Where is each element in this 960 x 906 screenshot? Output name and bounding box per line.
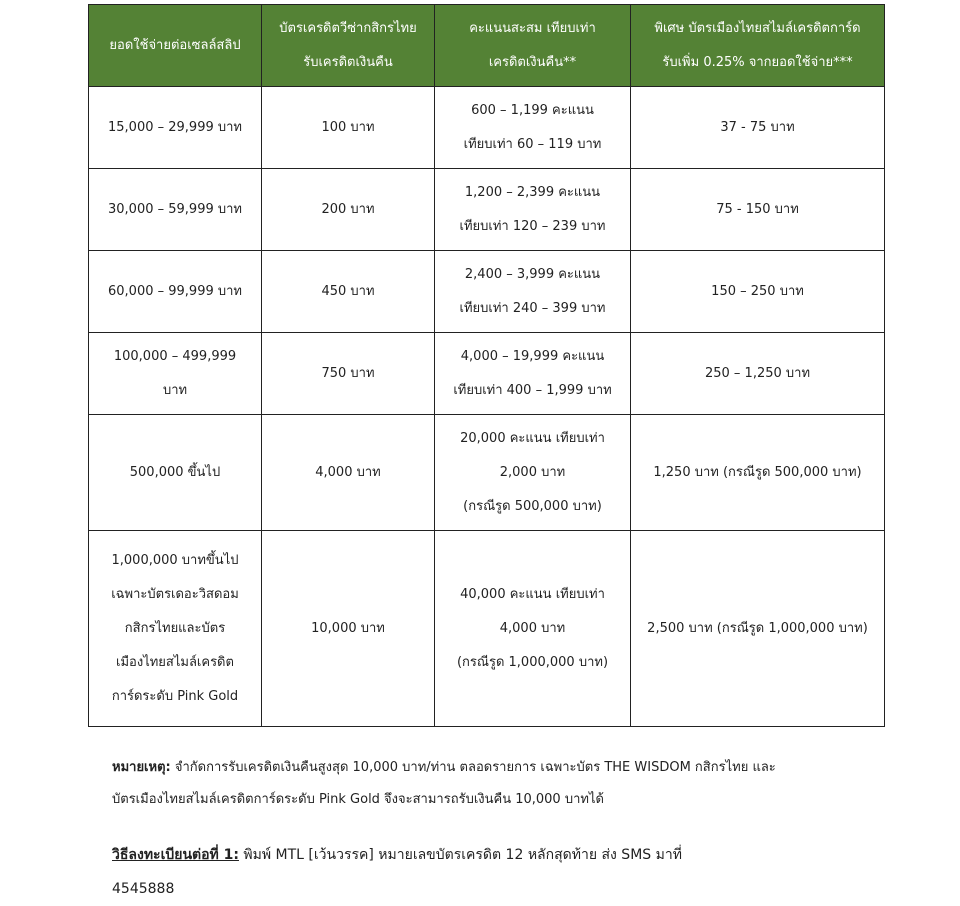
cell-line: 150 – 250 บาท: [711, 283, 804, 299]
cashback-cell: [262, 415, 435, 531]
bonus-cell: [631, 251, 885, 333]
cell-line: (กรณีรูด 500,000 บาท): [463, 498, 602, 514]
cell-line: 100 บาท: [321, 119, 375, 135]
cell-line: เทียบเท่า 240 – 399 บาท: [459, 300, 606, 316]
cashback-cell: [262, 531, 435, 727]
cell-line: 2,000 บาท: [499, 464, 566, 480]
table-row: [89, 333, 885, 415]
cashback-cell: [262, 169, 435, 251]
cell-line: 1,250 บาท (กรณีรูด 500,000 บาท): [653, 464, 862, 480]
cell-line: 1,000,000 บาทขึ้นไป: [111, 552, 239, 568]
registration-label: วิธีลงทะเบียนต่อที่ 1:: [112, 847, 239, 863]
table-row: [89, 251, 885, 333]
footnote-line-2: บัตรเมืองไทยสไมล์เครดิตการ์ดระดับ Pink Gold จึงจะสามารถรับเงินคืน 10,000 บาทได้: [112, 792, 604, 807]
cashback-table: [88, 4, 885, 727]
cell-line: 40,000 คะแนน เทียบเท่า: [460, 586, 605, 602]
cell-line: เฉพาะบัตรเดอะวิสดอม: [111, 586, 239, 602]
cell-line: รับเพิ่ม 0.25% จากยอดใช้จ่าย***: [662, 54, 853, 70]
cell-line: 600 – 1,199 คะแนน: [471, 102, 594, 118]
cashback-cell: [262, 333, 435, 415]
table-row: [89, 87, 885, 169]
points-cell: [435, 87, 631, 169]
table-row: [89, 531, 885, 727]
cell-line: คะแนนสะสม เทียบเท่า: [469, 20, 596, 36]
spend-cell: [89, 531, 262, 727]
cell-line: เทียบเท่า 60 – 119 บาท: [463, 136, 602, 152]
points-cell: [435, 531, 631, 727]
footnote-line-1: จำกัดการรับเครดิตเงินคืนสูงสุด 10,000 บาท/ท่าน ตลอดรายการ เฉพาะบัตร THE WISDOM กสิกรไทย และ: [170, 760, 776, 775]
cell-line: บาท: [162, 382, 188, 398]
table-header-row: [89, 5, 885, 87]
cell-line: 750 บาท: [321, 365, 375, 381]
spend-cell: [89, 87, 262, 169]
footnote: [112, 752, 892, 816]
cell-line: ยอดใช้จ่ายต่อเซลล์สลิป: [109, 37, 241, 53]
header-points: [435, 5, 631, 87]
cell-line: (กรณีรูด 1,000,000 บาท): [456, 654, 609, 670]
cell-line: เทียบเท่า 400 – 1,999 บาท: [453, 382, 612, 398]
bonus-cell: [631, 415, 885, 531]
cell-line: 100,000 – 499,999: [113, 348, 237, 364]
cell-line: บัตรเครดิตวีซ่ากสิกรไทย: [279, 20, 417, 36]
cell-line: 500,000 ขึ้นไป: [129, 464, 221, 480]
header-kbank-cashback: [262, 5, 435, 87]
cell-line: 30,000 – 59,999 บาท: [108, 201, 242, 217]
cell-line: 250 – 1,250 บาท: [704, 365, 811, 381]
spend-cell: [89, 415, 262, 531]
header-muangthai-bonus: [631, 5, 885, 87]
cashback-cell: [262, 251, 435, 333]
cell-line: 60,000 – 99,999 บาท: [108, 283, 242, 299]
cell-line: รับเครดิตเงินคืน: [303, 54, 393, 70]
spend-cell: [89, 333, 262, 415]
cell-line: 10,000 บาท: [311, 620, 385, 636]
cell-line: เครดิตเงินคืน**: [488, 54, 577, 70]
spend-cell: [89, 251, 262, 333]
bonus-cell: [631, 169, 885, 251]
spend-cell: [89, 169, 262, 251]
cell-line: 15,000 – 29,999 บาท: [108, 119, 242, 135]
footnote-label: หมายเหตุ:: [112, 760, 171, 775]
cell-line: การ์ดระดับ Pink Gold: [111, 688, 239, 704]
cell-line: 1,200 – 2,399 คะแนน: [464, 184, 601, 200]
cell-line: 4,000 บาท: [315, 464, 381, 480]
cell-line: เมืองไทยสไมล์เครดิต: [116, 654, 234, 670]
points-cell: [435, 169, 631, 251]
header-spend: [89, 5, 262, 87]
points-cell: [435, 415, 631, 531]
bonus-cell: [631, 333, 885, 415]
cashback-cell: [262, 87, 435, 169]
cell-line: เทียบเท่า 120 – 239 บาท: [459, 218, 606, 234]
table-row: [89, 169, 885, 251]
registration-text: พิมพ์ MTL [เว้นวรรค] หมายเลขบัตรเครดิต 12 หลักสุดท้าย ส่ง SMS มาที่: [238, 847, 682, 863]
table-row: [89, 415, 885, 531]
bonus-cell: [631, 531, 885, 727]
cell-line: 4,000 – 19,999 คะแนน: [460, 348, 605, 364]
cell-line: 75 - 150 บาท: [716, 201, 799, 217]
cell-line: 4,000 บาท: [499, 620, 566, 636]
cell-line: 2,400 – 3,999 คะแนน: [464, 266, 601, 282]
cell-line: 37 - 75 บาท: [720, 119, 795, 135]
points-cell: [435, 251, 631, 333]
cell-line: 450 บาท: [321, 283, 375, 299]
cell-line: 2,500 บาท (กรณีรูด 1,000,000 บาท): [647, 620, 868, 636]
cell-line: 200 บาท: [321, 201, 375, 217]
registration-instructions: [112, 838, 892, 906]
cell-line: พิเศษ บัตรเมืองไทยสไมล์เครดิตการ์ด: [654, 20, 861, 36]
bonus-cell: [631, 87, 885, 169]
cell-line: 20,000 คะแนน เทียบเท่า: [460, 430, 605, 446]
cell-line: กสิกรไทยและบัตร: [124, 620, 226, 636]
points-cell: [435, 333, 631, 415]
sms-number: 4545888: [112, 881, 175, 897]
